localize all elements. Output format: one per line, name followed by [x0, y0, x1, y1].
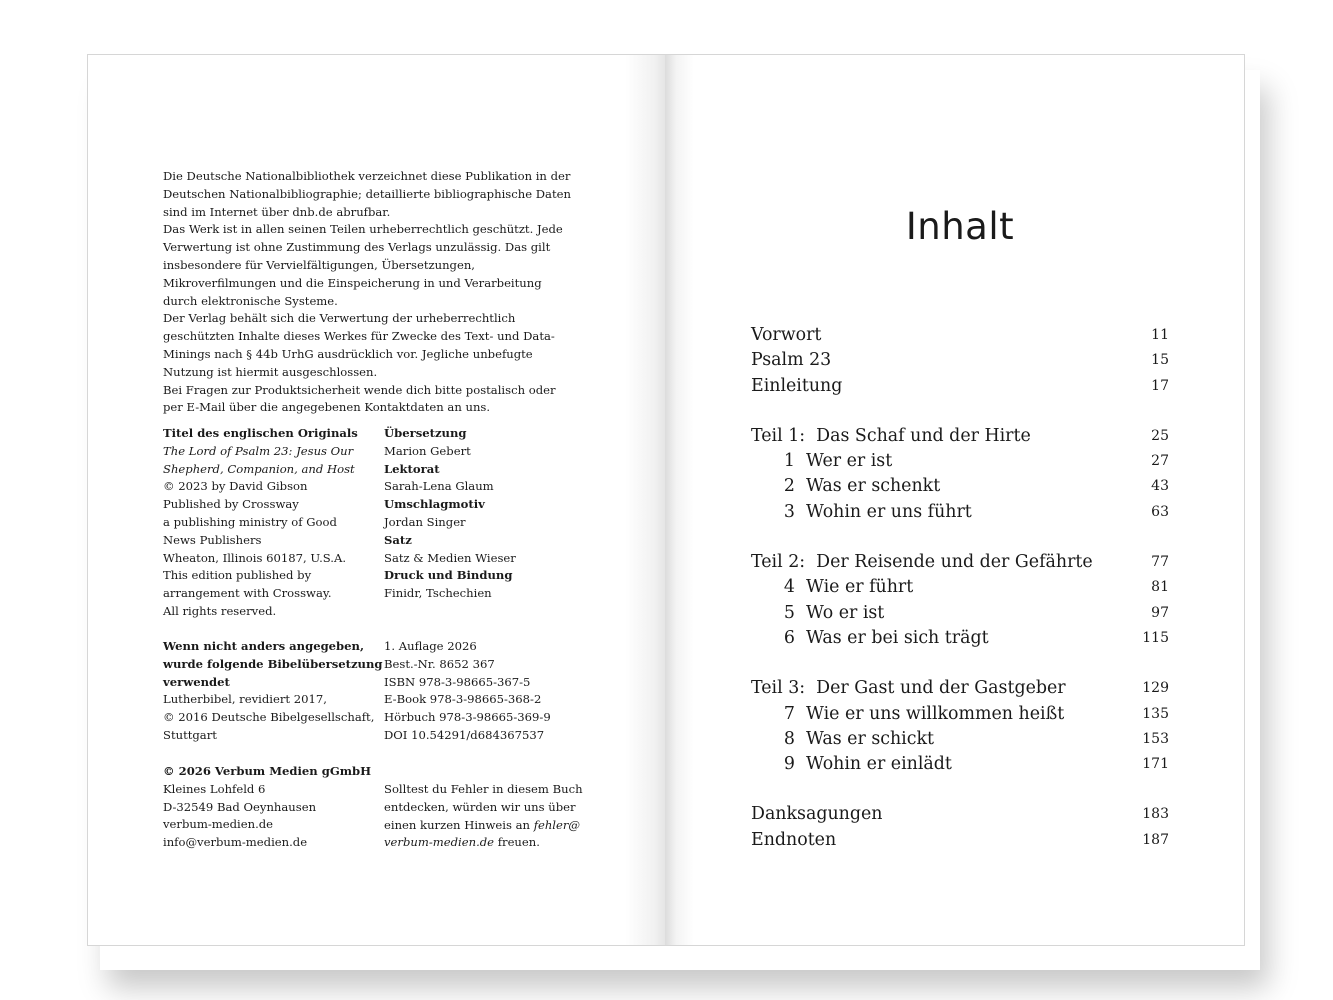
toc-part-label: Teil 1: Das Schaf und der Hirte [751, 425, 1031, 446]
toc-chapter [751, 702, 1169, 727]
toc-page-number: 135 [1142, 705, 1169, 722]
publisher-info [163, 763, 371, 852]
toc-entry-vorwort [751, 323, 1169, 348]
printing-label: Druck und Bindung [384, 568, 513, 583]
errata-line [384, 834, 583, 852]
toc-page-number: 97 [1151, 604, 1169, 621]
original-line: This edition published by [163, 568, 312, 583]
errata-email-domain: verbum-medien.de [384, 835, 495, 850]
cover-value: Jordan Singer [384, 514, 466, 529]
bible-line: Lutherbibel, revidiert 2017, [163, 692, 327, 707]
toc-chapter [751, 626, 1169, 651]
edition-line: Hörbuch 978-3-98665-369-9 [384, 710, 551, 725]
errata-line [384, 817, 583, 835]
chapter-number: 2 [783, 476, 795, 497]
toc-page-number: 43 [1151, 478, 1169, 495]
errata-email: fehler@ [533, 817, 581, 832]
typesetting-value: Satz & Medien Wieser [384, 550, 516, 565]
original-line: Published by Crossway [163, 497, 299, 512]
toc-label: Endnoten [751, 829, 837, 850]
toc-page-number: 115 [1142, 629, 1169, 646]
errata-text: einen kurzen Hinweis an [384, 817, 534, 832]
toc-label: Einleitung [751, 375, 843, 396]
errata-note [384, 781, 583, 852]
toc-page-number: 11 [1151, 327, 1169, 343]
original-line: Wheaton, Illinois 60187, U.S.A. [163, 550, 347, 565]
edition-info [384, 638, 551, 745]
toc-page-number: 153 [1142, 730, 1169, 747]
chapter-title: Wohin er uns führt [806, 501, 972, 522]
toc-part-3 [751, 676, 1169, 701]
original-line: News Publishers [163, 532, 262, 547]
translation-value: Marion Gebert [384, 443, 471, 458]
bible-line: © 2016 Deutsche Bibelgesellschaft, [163, 710, 375, 725]
toc-part-label: Teil 3: Der Gast und der Gastgeber [751, 678, 1066, 699]
chapter-title: Wohin er einlädt [806, 754, 952, 775]
chapter-title: Wer er ist [806, 451, 893, 472]
toc-chapter [751, 575, 1169, 600]
toc-page-number: 15 [1151, 352, 1169, 369]
bible-info [163, 638, 383, 745]
toc-page-number: 183 [1142, 806, 1169, 823]
chapter-number: 1 [783, 451, 795, 472]
toc-label: Psalm 23 [751, 350, 832, 371]
toc-entry-psalm [751, 348, 1169, 373]
chapter-number: 3 [783, 501, 795, 522]
toc-page-number: 171 [1142, 756, 1169, 773]
typesetting-label: Satz [384, 532, 412, 547]
toc-chapter [751, 449, 1169, 474]
toc-label: Vorwort [751, 325, 822, 345]
toc-part-label: Teil 2: Der Reisende und der Gefährte [751, 552, 1093, 573]
edition-line: ISBN 978-3-98665-367-5 [384, 674, 531, 689]
chapter-title: Wie er führt [806, 577, 914, 598]
imprint-page [87, 54, 666, 946]
toc-chapter [751, 474, 1169, 499]
publisher-line: Kleines Lohfeld 6 [163, 781, 266, 796]
bible-heading-3: verwendet [163, 674, 230, 689]
imprint-tdm: Der Verlag behält sich die Verwertung der urheberrechtlich geschützten Inhalte dieses Werkes für Zwecke des Text- und Data-Minings nach § 44b UrhG ausdrücklich vor. Jegliche unbefugte Nutzung ist hiermit ausgeschlossen. [163, 311, 555, 379]
bible-heading-2: wurde folgende Bibelübersetzung [163, 656, 383, 671]
credits [384, 425, 516, 603]
toc-part-2 [751, 550, 1169, 575]
translation-label: Übersetzung [384, 426, 467, 440]
publisher-heading: © 2026 Verbum Medien gGmbH [163, 764, 372, 778]
original-title-1: The Lord of Psalm 23: Jesus Our [163, 443, 354, 458]
chapter-title: Wie er uns willkommen heißt [806, 703, 1065, 724]
edition-line: DOI 10.54291/d684367537 [384, 727, 545, 742]
editing-value: Sarah-Lena Glaum [384, 479, 494, 494]
toc-entry-endnoten [751, 828, 1169, 853]
toc-page-number: 63 [1151, 503, 1169, 520]
printing-value: Finidr, Tschechien [384, 586, 492, 601]
chapter-title: Was er schenkt [806, 476, 941, 497]
original-line: arrangement with Crossway. [163, 586, 332, 601]
errata-text: freuen. [494, 835, 540, 850]
errata-line: Solltest du Fehler in diesem Buch [384, 782, 583, 796]
toc-page-number: 17 [1151, 377, 1169, 394]
toc-page-number: 27 [1151, 453, 1169, 470]
edition-line: 1. Auflage 2026 [384, 639, 477, 653]
toc-chapter [751, 601, 1169, 626]
imprint-text [163, 168, 578, 417]
toc-page-number: 129 [1142, 680, 1169, 697]
original-line: © 2023 by David Gibson [163, 479, 308, 494]
imprint-safety: Bei Fragen zur Produktsicherheit wende dich bitte postalisch oder per E-Mail über die angegebenen Kontaktdaten an uns. [163, 382, 556, 415]
bible-heading-1: Wenn nicht anders angegeben, [163, 639, 365, 653]
chapter-number: 8 [783, 728, 795, 749]
toc-page-number: 77 [1151, 554, 1169, 571]
toc-chapter [751, 752, 1169, 777]
original-title-2: Shepherd, Companion, and Host [163, 461, 355, 476]
toc-page-number: 81 [1151, 579, 1169, 596]
toc-chapter [751, 727, 1169, 752]
toc-page-number: 187 [1142, 831, 1169, 848]
edition-line: E-Book 978-3-98665-368-2 [384, 692, 542, 707]
original-line: All rights reserved. [163, 603, 277, 618]
imprint-dnb: Die Deutsche Nationalbibliothek verzeichnet diese Publikation in der Deutschen Nationalbibliographie; detaillierte bibliographische Daten sind im Internet über dnb.de abrufbar. [163, 169, 571, 219]
publisher-line: info@verbum-medien.de [163, 835, 308, 850]
chapter-number: 4 [783, 577, 795, 598]
bible-line: Stuttgart [163, 727, 217, 742]
original-heading: Titel des englischen Originals [163, 426, 358, 440]
toc-page-number: 25 [1151, 427, 1169, 444]
toc-title: Inhalt [905, 205, 1015, 248]
original-info [163, 425, 358, 621]
toc-chapter [751, 500, 1169, 525]
chapter-number: 6 [783, 627, 795, 648]
toc-part-1 [751, 424, 1169, 449]
toc-entry-einleitung [751, 374, 1169, 399]
chapter-number: 9 [783, 754, 795, 775]
chapter-title: Wo er ist [806, 602, 885, 623]
original-line: a publishing ministry of Good [163, 514, 337, 529]
publisher-line: D-32549 Bad Oeynhausen [163, 799, 317, 814]
table-of-contents [751, 323, 1169, 853]
edition-line: Best.-Nr. 8652 367 [384, 656, 495, 671]
publisher-line: verbum-medien.de [163, 817, 274, 832]
errata-line: entdecken, würden wir uns über [384, 799, 576, 814]
toc-entry-danksagungen [751, 802, 1169, 827]
chapter-title: Was er schickt [806, 728, 935, 749]
imprint-copyright: Das Werk ist in allen seinen Teilen urheberrechtlich geschützt. Jede Verwertung ist ohne Zustimmung des Verlags unzulässig. Das gilt insbesondere für Vervielfältigungen, Übersetzungen, Mikroverfilmungen und die Einspeicherung in und Verarbeitung durch elektronische Systeme. [163, 222, 563, 308]
editing-label: Lektorat [384, 461, 440, 476]
cover-label: Umschlagmotiv [384, 497, 485, 512]
toc-page [665, 54, 1245, 946]
chapter-title: Was er bei sich trägt [806, 627, 989, 648]
chapter-number: 5 [783, 602, 795, 623]
toc-label: Danksagungen [751, 804, 883, 825]
chapter-number: 7 [783, 703, 795, 724]
